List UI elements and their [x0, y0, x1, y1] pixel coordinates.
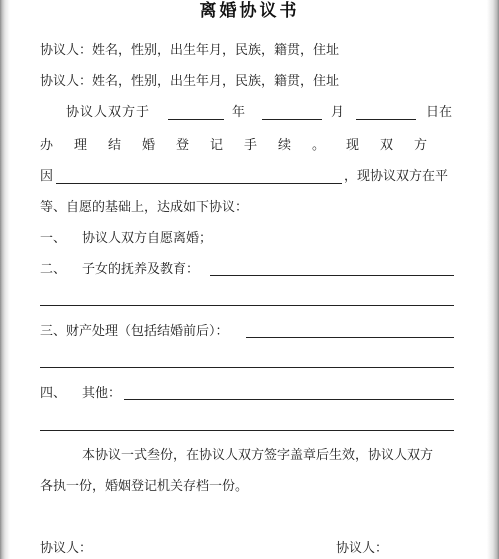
item1-text: 协议人双方自愿离婚； — [82, 231, 213, 246]
party-line-2: 协议人：姓名，性别，出生年月，民族，籍贯，住址 — [40, 74, 340, 89]
item4-number: 四、 — [40, 386, 67, 401]
item2-blank-2 — [40, 305, 454, 306]
item1-number: 一、 — [40, 231, 67, 246]
year-blank — [168, 119, 224, 120]
basis-text: 等、自愿的基础上，达成如下协议： — [40, 200, 249, 215]
signature-left-label: 协议人： — [40, 541, 93, 556]
item3-blank-1 — [246, 337, 454, 338]
date-month-label: 月 — [331, 105, 345, 120]
month-blank — [262, 119, 322, 120]
signature-right-label: 协议人： — [336, 541, 389, 556]
page-right-edge-shadow — [487, 0, 499, 559]
item2-number: 二、 — [40, 262, 67, 277]
reason-blank — [56, 183, 342, 184]
item2-blank-1 — [210, 275, 454, 276]
date-day-label: 日在 — [426, 105, 453, 120]
closing-line-2: 各执一份，婚姻登记机关存档一份。 — [40, 479, 249, 494]
item3-text: 三、财产处理（包括结婚前后）： — [40, 324, 229, 339]
reason-suffix: ，现协议双方在平 — [344, 169, 449, 184]
register-text: 办理结婚登记手续。现双方 — [40, 138, 449, 153]
party-line-1: 协议人：姓名，性别，出生年月，民族，籍贯，住址 — [40, 43, 340, 58]
item4-blank-1 — [124, 399, 454, 400]
item3-blank-2 — [40, 367, 454, 368]
page-left-edge-shadow — [0, 0, 10, 559]
document-title: 离婚协议书 — [199, 1, 300, 21]
closing-line-1: 本协议一式叁份，在协议人双方签字盖章后生效，协议人双方 — [82, 448, 434, 463]
date-year-label: 年 — [232, 105, 246, 120]
item2-text: 子女的抚养及教育： — [82, 262, 200, 277]
item4-blank-2 — [40, 430, 454, 431]
reason-prefix: 因 — [40, 169, 54, 184]
date-prefix: 协议人双方于 — [66, 105, 151, 120]
day-blank — [356, 119, 416, 120]
item4-text: 其他： — [82, 386, 122, 401]
